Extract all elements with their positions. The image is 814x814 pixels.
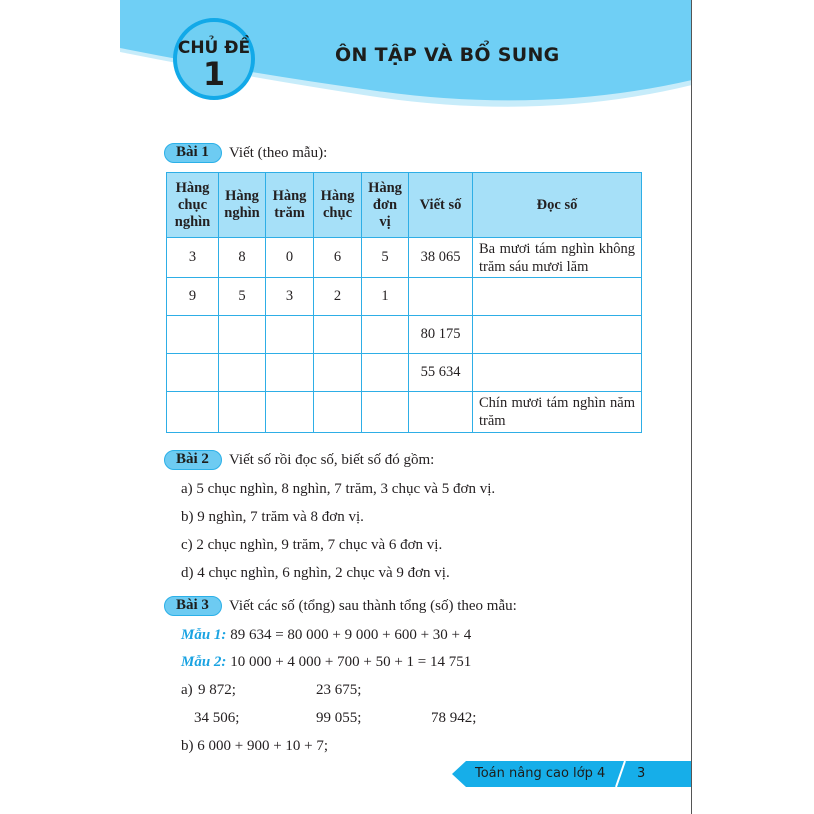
header-doc-so: Đọc số (473, 173, 642, 238)
cell (266, 316, 314, 354)
table-row (167, 278, 642, 316)
cell (314, 316, 362, 354)
page-edge-line (691, 0, 692, 814)
cell (362, 392, 409, 433)
table-row (167, 354, 642, 392)
cell: 1 (362, 278, 409, 316)
table-row (167, 392, 642, 433)
exercise-3-prompt: Viết các số (tổng) sau thành tổng (số) theo mẫu: (229, 598, 517, 614)
example-1 (181, 626, 471, 644)
cell: 5 (362, 238, 409, 278)
example-2-text: 10 000 + 4 000 + 700 + 50 + 1 = 14 751 (230, 654, 472, 670)
place-value-table (166, 172, 642, 433)
header-hang-nghin: Hàng nghìn (219, 173, 266, 238)
header-hang-don-vi: Hàng đơn vị (362, 173, 409, 238)
header-viet-so: Viết số (409, 173, 473, 238)
cell-viet-so (409, 392, 473, 433)
exercise-1-label: Bài 1 (164, 143, 222, 163)
chapter-title: ÔN TẬP VÀ BỔ SUNG (335, 44, 560, 66)
cell-viet-so: 80 175 (409, 316, 473, 354)
cell (167, 316, 219, 354)
cell: 3 (167, 238, 219, 278)
cell-doc-so: Ba mươi tám nghìn không trăm sáu mươi lăm (473, 238, 642, 278)
chapter-badge (173, 18, 255, 100)
exercise-2-item-c: c) 2 chục nghìn, 9 trăm, 7 chục và 6 đơn vị. (181, 537, 443, 553)
cell: 3 (266, 278, 314, 316)
table-row (167, 316, 642, 354)
part-a-value-1: 9 872; (198, 682, 236, 698)
cell: 6 (314, 238, 362, 278)
cell-doc-so (473, 316, 642, 354)
cell-viet-so: 38 065 (409, 238, 473, 278)
cell-viet-so (409, 278, 473, 316)
part-a-prefix: a) (181, 682, 193, 698)
cell (266, 354, 314, 392)
exercise-1-prompt: Viết (theo mẫu): (229, 145, 328, 161)
exercise-2-item-a: a) 5 chục nghìn, 8 nghìn, 7 trăm, 3 chục và 5 đơn vị. (181, 481, 496, 497)
example-1-label: Mẫu 1: (181, 627, 227, 643)
header-hang-tram: Hàng trăm (266, 173, 314, 238)
cell: 5 (219, 278, 266, 316)
cell (362, 316, 409, 354)
cell: 9 (167, 278, 219, 316)
cell (362, 354, 409, 392)
part-a-value-3: 34 506; (194, 710, 240, 726)
cell-doc-so (473, 278, 642, 316)
exercise-2-item-d: d) 4 chục nghìn, 6 nghìn, 2 chục và 9 đơn vị. (181, 565, 450, 581)
exercise-2-prompt: Viết số rồi đọc số, biết số đó gồm: (229, 452, 435, 468)
cell-viet-so: 55 634 (409, 354, 473, 392)
exercise-2-item-b: b) 9 nghìn, 7 trăm và 8 đơn vị. (181, 509, 364, 525)
cell (167, 354, 219, 392)
example-2 (181, 653, 471, 671)
footer-page-number: 3 (637, 766, 646, 781)
footer-book-title: Toán nâng cao lớp 4 (475, 766, 606, 781)
header-hang-chuc-nghin: Hàng chục nghìn (167, 173, 219, 238)
part-a-value-4: 99 055; (316, 710, 362, 726)
cell-doc-so (473, 354, 642, 392)
cell (266, 392, 314, 433)
cell-doc-so: Chín mươi tám nghìn năm trăm (473, 392, 642, 433)
cell (219, 316, 266, 354)
part-a-value-2: 23 675; (316, 682, 362, 698)
part-a-value-5: 78 942; (431, 710, 477, 726)
cell (314, 354, 362, 392)
example-1-text: 89 634 = 80 000 + 9 000 + 600 + 30 + 4 (230, 627, 472, 643)
cell: 8 (219, 238, 266, 278)
cell (167, 392, 219, 433)
table-row (167, 238, 642, 278)
chapter-badge-number: 1 (202, 55, 226, 93)
cell: 2 (314, 278, 362, 316)
example-2-label: Mẫu 2: (181, 654, 227, 670)
cell (314, 392, 362, 433)
exercise-3-label: Bài 3 (164, 596, 222, 616)
exercise-2-label: Bài 2 (164, 450, 222, 470)
cell: 0 (266, 238, 314, 278)
cell (219, 354, 266, 392)
header-hang-chuc: Hàng chục (314, 173, 362, 238)
table-header-row (167, 173, 642, 238)
chapter-badge-label: CHỦ ĐỀ (177, 38, 251, 58)
part-b: b) 6 000 + 900 + 10 + 7; (181, 738, 329, 754)
cell (219, 392, 266, 433)
